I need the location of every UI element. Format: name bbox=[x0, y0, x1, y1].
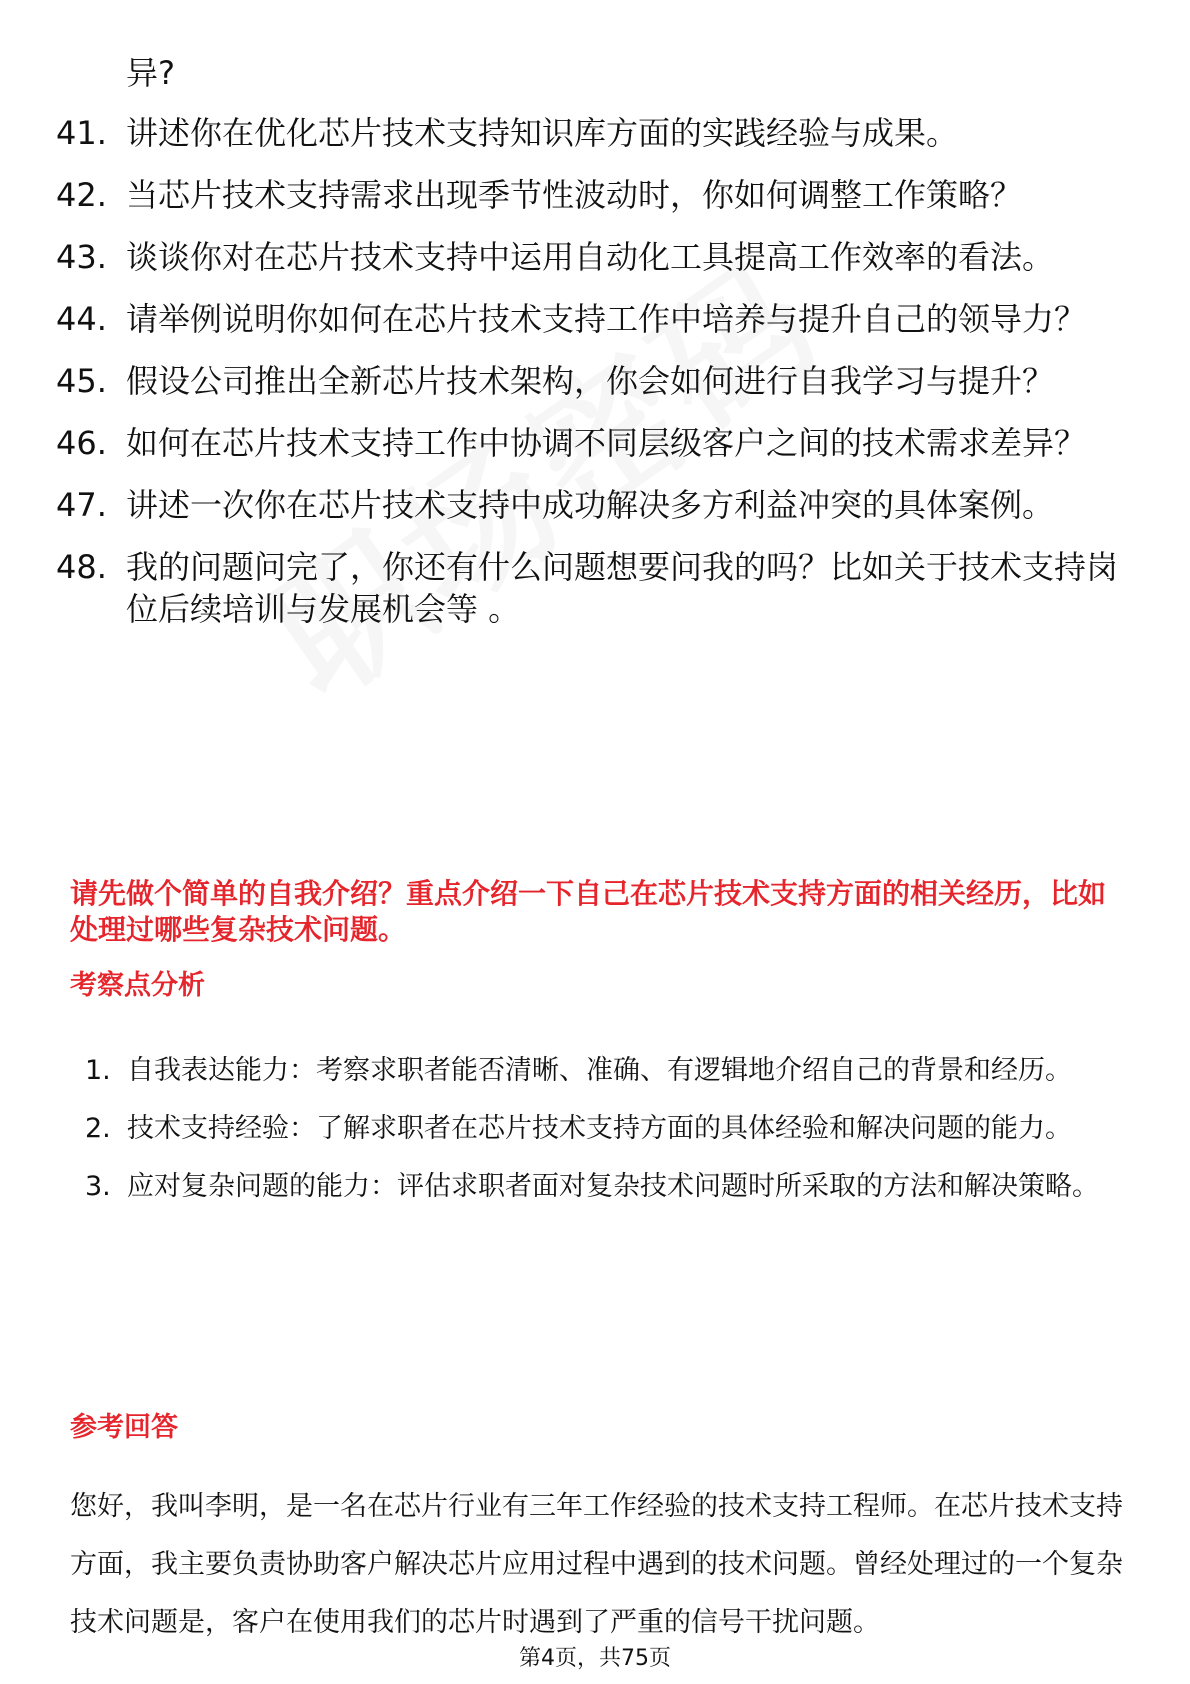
question-list bbox=[56, 112, 1126, 650]
analysis-section-title: 考察点分析 bbox=[70, 970, 205, 1001]
answer-section-title: 参考回答 bbox=[70, 1412, 178, 1443]
question-number: 43. bbox=[56, 238, 107, 276]
featured-question-heading: 请先做个简单的自我介绍？重点介绍一下自己在芯片技术支持方面的相关经历，比如处理过哪些复杂技术问题。 bbox=[70, 877, 1107, 946]
question-item bbox=[56, 174, 1126, 216]
question-item bbox=[56, 422, 1126, 464]
question-text: 我的问题问完了，你还有什么问题想要问我的吗？比如关于技术支持岗位后续培训与发展机会等 。 bbox=[126, 548, 1119, 628]
question-item bbox=[56, 112, 1126, 154]
analysis-number: 1. bbox=[85, 1055, 111, 1086]
analysis-text: 自我表达能力：考察求职者能否清晰、准确、有逻辑地介绍自己的背景和经历。 bbox=[127, 1055, 1072, 1086]
question-item bbox=[56, 236, 1126, 278]
analysis-item bbox=[85, 1158, 1125, 1216]
analysis-text: 应对复杂问题的能力：评估求职者面对复杂技术问题时所采取的方法和解决策略。 bbox=[127, 1171, 1099, 1202]
answer-paragraph: 您好，我叫李明，是一名在芯片行业有三年工作经验的技术支持工程师。在芯片技术支持方面，我主要负责协助客户解决芯片应用过程中遇到的技术问题。曾经处理过的一个复杂技术问题是，客户在使用我们的芯片时遇到了严重的信号干扰问题。 bbox=[70, 1491, 1123, 1638]
question-number: 44. bbox=[56, 300, 107, 338]
question-text: 谈谈你对在芯片技术支持中运用自动化工具提高工作效率的看法。 bbox=[126, 238, 1055, 276]
question-number: 45. bbox=[56, 362, 107, 400]
question-text: 请举例说明你如何在芯片技术支持工作中培养与提升自己的领导力？ bbox=[126, 300, 1087, 338]
question-number: 42. bbox=[56, 176, 107, 214]
question-number: 46. bbox=[56, 424, 107, 462]
analysis-item bbox=[85, 1042, 1125, 1100]
question-text: 如何在芯片技术支持工作中协调不同层级客户之间的技术需求差异？ bbox=[126, 424, 1087, 462]
analysis-text: 技术支持经验：了解求职者在芯片技术支持方面的具体经验和解决问题的能力。 bbox=[127, 1113, 1072, 1144]
page-footer: 第4页，共75页 bbox=[519, 1646, 671, 1671]
question-text: 讲述一次你在芯片技术支持中成功解决多方利益冲突的具体案例。 bbox=[126, 486, 1055, 524]
question-text: 讲述你在优化芯片技术支持知识库方面的实践经验与成果。 bbox=[126, 114, 959, 152]
question-number: 47. bbox=[56, 486, 107, 524]
question-item bbox=[56, 484, 1126, 526]
analysis-item bbox=[85, 1100, 1125, 1158]
question-text: 当芯片技术支持需求出现季节性波动时，你如何调整工作策略？ bbox=[126, 176, 1023, 214]
question-text: 假设公司推出全新芯片技术架构，你会如何进行自我学习与提升？ bbox=[126, 362, 1055, 400]
question-continuation: 异? bbox=[126, 54, 175, 92]
analysis-list bbox=[85, 1042, 1125, 1216]
question-item bbox=[56, 546, 1126, 630]
question-number: 48. bbox=[56, 548, 107, 586]
analysis-number: 3. bbox=[85, 1171, 111, 1202]
question-item bbox=[56, 298, 1126, 340]
question-number: 41. bbox=[56, 114, 107, 152]
analysis-number: 2. bbox=[85, 1113, 111, 1144]
question-item bbox=[56, 360, 1126, 402]
